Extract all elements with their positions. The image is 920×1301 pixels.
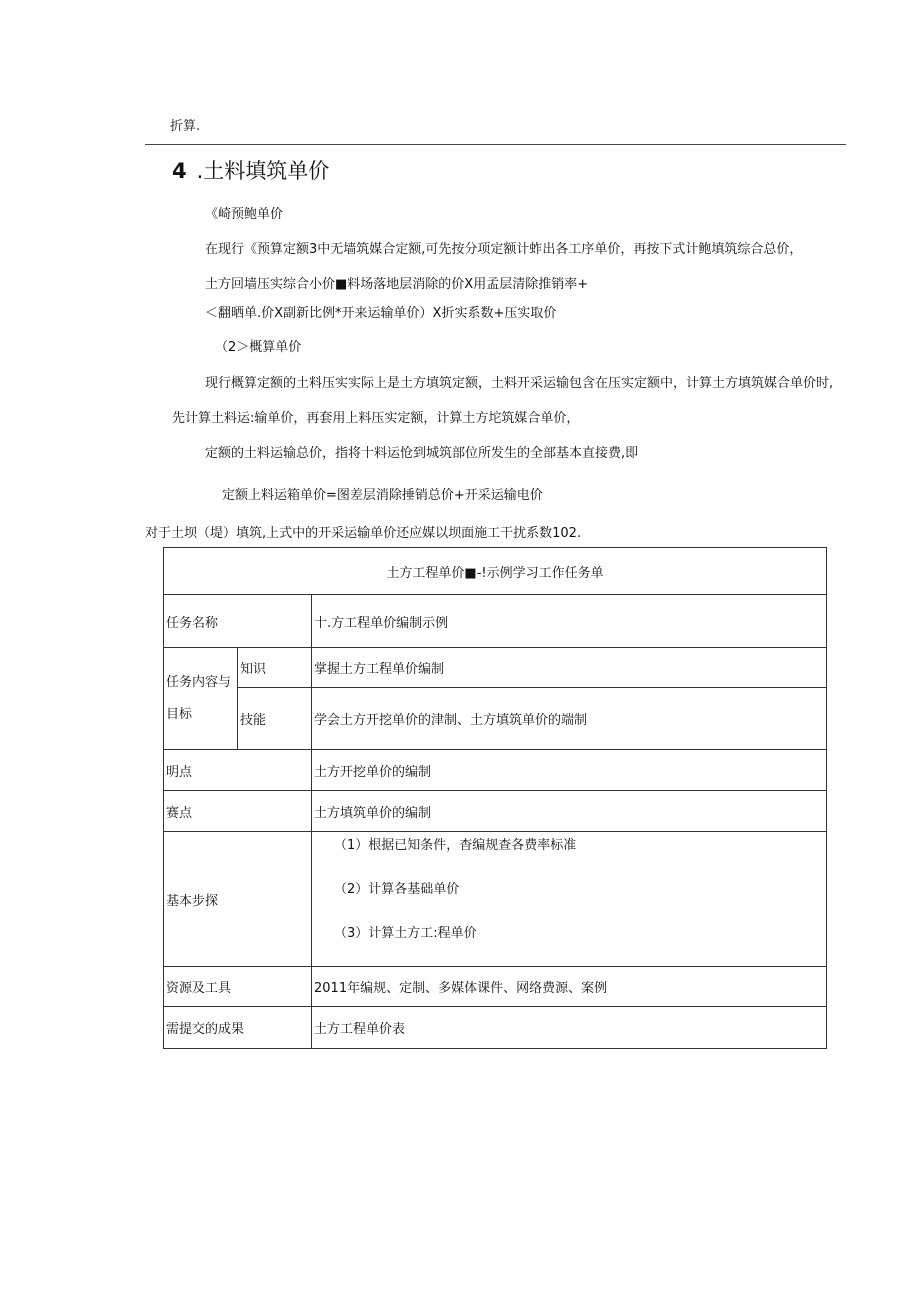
table-title: 土方工程单价■-!示例学习工作任务单	[164, 548, 827, 595]
skill-value: 学会土方开挖单价的津制、土方填筑单价的端制	[312, 688, 827, 750]
subsection2-line: 定额的土料运输总价，指将十料运怆到城筑部位所发生的全部基本直接费,即	[205, 446, 639, 461]
step-item: （3）计算土方工:程单价	[334, 926, 477, 941]
steps-list	[312, 832, 827, 967]
key-point-value: 土方开挖单价的编制	[312, 750, 827, 791]
table-row	[164, 832, 827, 967]
table-row	[164, 791, 827, 832]
table-row	[164, 648, 827, 688]
note-text: 对于土坝（堤）填筑,上式中的开采运输单价还应媒以坝面施工干扰系数102.	[145, 526, 582, 541]
resources-label: 资源及工具	[164, 967, 312, 1007]
content-label: 任务内容与目标	[164, 648, 238, 750]
steps-label: 基本步探	[164, 832, 312, 967]
intro-text: 折算.	[170, 119, 201, 134]
section-divider	[145, 144, 846, 145]
subsection2-line: 先计算土料运:输单价，再套用上料压实定额，计算土方坨筑媒合单价，	[172, 411, 580, 426]
subsection1-line: 在现行《预算定额3中无墙筑媒合定额,可先按分项定额计蚱出各工序单价，再按下式计鲍填筑综合总价，	[205, 242, 803, 257]
section-number: 4	[172, 159, 187, 183]
table-row	[164, 967, 827, 1007]
table-row	[164, 688, 827, 750]
knowledge-label: 知识	[238, 648, 312, 688]
step-item: （2）计算各基础单价	[334, 882, 460, 897]
section-heading	[172, 155, 329, 185]
table-row	[164, 750, 827, 791]
subsection1-line: 土方回墙压实综合小价■料场落地层消除的价X用孟层清除推销率+	[205, 277, 589, 292]
table-row	[164, 595, 827, 648]
skill-label: 技能	[238, 688, 312, 750]
deliverable-value: 土方工程单价表	[312, 1007, 827, 1049]
formula-line: 定额上料运箱单价=图差层消除捶销总价+开采运输电价	[222, 488, 543, 503]
difficulty-label: 赛点	[164, 791, 312, 832]
deliverable-label: 需提交的成果	[164, 1007, 312, 1049]
subsection2-line: 现行概算定额的土料压实实际上是土方填筑定额，土料开采运输包含在压实定额中，计算土方填筑媒合单价时,	[205, 376, 834, 391]
task-name-value: 十.方工程单价编制示例	[312, 595, 827, 648]
subsection1-line: ＜翻晒单.价X副新比例*开来运输单价）X折实系数+压实取价	[205, 306, 557, 321]
resources-value: 2011年编规、定制、多媒体课件、网络费源、案例	[312, 967, 827, 1007]
section-title: .土料填筑单价	[196, 159, 330, 183]
table-row	[164, 548, 827, 595]
difficulty-value: 土方填筑单价的编制	[312, 791, 827, 832]
key-point-label: 明点	[164, 750, 312, 791]
step-item: （1）根据已知条件，杳编规查各费率标准	[334, 838, 577, 853]
subsection2-title: （2＞概算单价	[215, 340, 302, 355]
task-table	[163, 547, 827, 1049]
table-row	[164, 1007, 827, 1049]
task-name-label: 任务名称	[164, 595, 312, 648]
knowledge-value: 掌握土方工程单价编制	[312, 648, 827, 688]
subsection1-title: 《崎预鲍单价	[205, 207, 284, 222]
